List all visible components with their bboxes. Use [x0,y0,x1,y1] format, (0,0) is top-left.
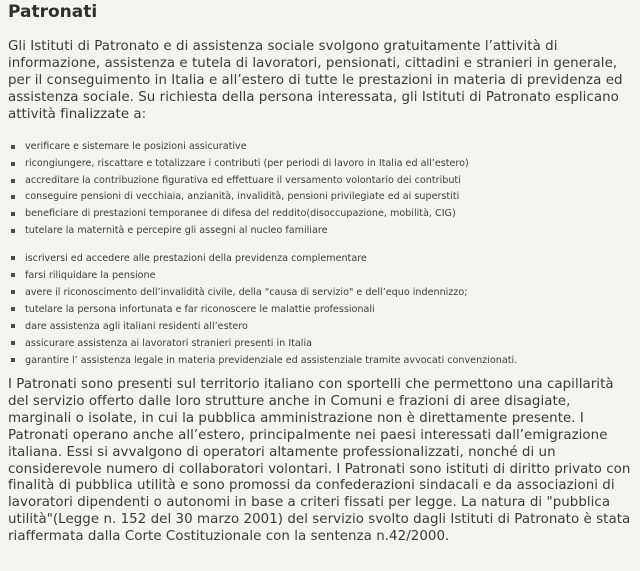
square-bullet-icon [11,195,15,199]
intro-paragraph: Gli Istituti di Patronato e di assistenza sociale svolgono gratuitamente l’attività di informazione, assistenza e tutela di lavoratori, pensionati, cittadini e stranieri in generale, per il conseguimento in Italia e all’estero di tutte le prestazioni in materia di previdenza ed assistenza sociale. Su richiesta della persona interessata, gli Istituti di Patronato esplicano attività finalizzate a: [8,39,623,122]
list-item-text: accreditare la contribuzione figurativa ed effettuare il versamento volontario dei contributi [25,174,461,186]
list-item [10,267,517,284]
closing-paragraph: I Patronati sono presenti sul territorio italiano con sportelli che permettono una capillarità del servizio offerto dalle loro strutture anche in Comuni e frazioni di aree disagiate, marginali o isolate, in cui la pubblica amministrazione non è direttamente presente. I Patronati operano anche all’estero, principalmente nei paesi interessati dall’emigrazione italiana. Essi si avvalgono di operatori altamente professionalizzati, nonché di un considerevole numero di collaboratori volontari. I Patronati sono istituti di diritto privato con finalità di pubblica utilità e sono promossi da confederazioni sindacali e da associazioni di lavoratori dipendenti o autonomi in base a criteri fissati per legge. La natura di "pubblica utilità"(Legge n. 152 del 30 marzo 2001) del servizio svolto dagli Istituti di Patronato è stata riaffermata dalla Corte Costituzionale con la sentenza n.42/2000. [8,377,631,545]
activities-list-1 [10,139,469,240]
list-item-text: beneficiare di prestazioni temporanee di difesa del reddito(disoccupazione, mobilità, CIG) [25,208,456,220]
list-item [10,173,469,190]
list-item [10,301,517,318]
list-item [10,206,469,223]
square-bullet-icon [11,290,15,294]
square-bullet-icon [11,273,15,277]
list-item [10,156,469,173]
square-bullet-icon [11,145,15,149]
list-item-text: iscriversi ed accedere alle prestazioni della previdenza complementare [25,253,367,264]
activities-list-2 [10,250,517,369]
list-item-text: farsi riliquidare la pensione [25,270,156,281]
square-bullet-icon [11,256,15,260]
square-bullet-icon [11,212,15,216]
list-item [10,223,469,240]
square-bullet-icon [11,341,15,345]
square-bullet-icon [11,229,15,233]
list-item [10,139,469,156]
list-item [10,189,469,206]
list-item-text: avere il riconoscimento dell’invalidità civile, della "causa di servizio" e dell’equo indennizzo; [25,287,468,298]
square-bullet-icon [11,307,15,311]
square-bullet-icon [11,324,15,328]
square-bullet-icon [11,162,15,166]
list-item-text: conseguire pensioni di vecchiaia, anzianità, invalidità, pensioni privilegiate ed ai superstiti [25,191,460,203]
square-bullet-icon [11,179,15,183]
list-item [10,284,517,301]
list-item-text: ricongiungere, riscattare e totalizzare i contributi (per periodi di lavoro in Italia ed all’estero) [25,157,469,169]
list-item-text: garantire l’ assistenza legale in materia previdenziale ed assistenziale tramite avvocati convenzionati. [25,355,518,366]
list-item [10,335,517,352]
list-item-text: verificare e sistemare le posizioni assicurative [25,141,247,152]
square-bullet-icon [11,358,15,362]
list-item-text: dare assistenza agli italiani residenti all’estero [25,321,248,332]
list-item-text: tutelare la persona infortunata e far riconoscere le malattie professionali [25,304,375,315]
list-item-text: assicurare assistenza ai lavoratori stranieri presenti in Italia [25,338,313,349]
page-title: Patronati [8,2,98,22]
list-item [10,352,517,369]
list-item-text: tutelare la maternità e percepire gli assegni al nucleo familiare [25,224,328,236]
list-item [10,250,517,267]
list-item [10,318,517,335]
